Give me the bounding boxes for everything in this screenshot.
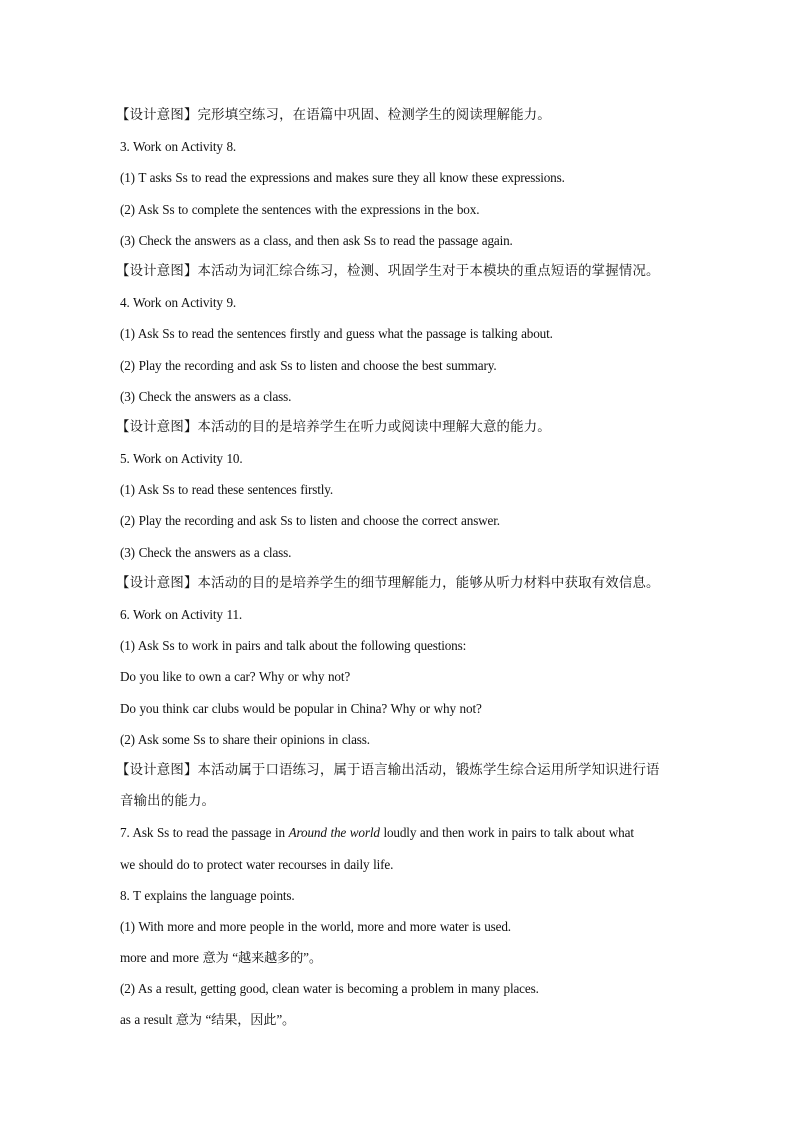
step-item: (1) Ask Ss to work in pairs and talk about the following questions:: [120, 638, 467, 654]
discussion-question: Do you think car clubs would be popular in China? Why or why not?: [120, 700, 482, 716]
design-intent-note: 【设计意图】本活动的目的是培养学生在听力或阅读中理解大意的能力。: [116, 419, 551, 435]
language-point: (1) With more and more people in the world, more and more water is used.: [120, 918, 511, 934]
step-heading-item7-continued: we should do to protect water recourses in daily life.: [120, 856, 394, 872]
step-item: (3) Check the answers as a class.: [120, 544, 292, 560]
design-intent-note: 【设计意图】本活动为词汇综合练习，检测、巩固学生对于本模块的重点短语的掌握情况。: [116, 263, 660, 279]
step-heading: 8. T explains the language points.: [120, 887, 295, 903]
step-heading: 6. Work on Activity 11.: [120, 607, 243, 622]
language-point-explanation: as a result 意为 “结果，因此”。: [120, 1012, 296, 1028]
item7-text-after: loudly and then work in pairs to talk about what: [379, 825, 634, 841]
step-item: (1) T asks Ss to read the expressions and makes sure they all know these expressions.: [120, 170, 565, 186]
passage-title: Around the world: [288, 825, 380, 841]
step-heading: 4. Work on Activity 9.: [120, 295, 237, 311]
document-page: [116, 100, 680, 1036]
design-intent-note: 【设计意图】完形填空练习，在语篇中巩固、检测学生的阅读理解能力。: [116, 108, 551, 123]
step-item: (2) Ask some Ss to share their opinions in class.: [120, 731, 370, 747]
step-item: (3) Check the answers as a class.: [120, 388, 292, 404]
step-heading-item7: [120, 817, 680, 848]
design-intent-note: 【设计意图】本活动的目的是培养学生的细节理解能力，能够从听力材料中获取有效信息。: [116, 575, 660, 591]
discussion-question: Do you like to own a car? Why or why not?: [120, 669, 351, 685]
step-item: (2) Play the recording and ask Ss to listen and choose the correct answer.: [120, 513, 500, 529]
language-point: (2) As a result, getting good, clean water is becoming a problem in many places.: [120, 981, 539, 997]
step-item: (3) Check the answers as a class, and then ask Ss to read the passage again.: [120, 232, 513, 248]
step-item: (2) Ask Ss to complete the sentences with the expressions in the box.: [120, 201, 480, 217]
step-heading: 3. Work on Activity 8.: [120, 139, 237, 155]
design-intent-note-continued: 音输出的能力。: [120, 794, 216, 810]
step-item: (1) Ask Ss to read these sentences firstly.: [120, 482, 334, 498]
design-intent-note: 【设计意图】本活动属于口语练习，属于语言输出活动，锻炼学生综合运用所学知识进行语: [116, 762, 660, 778]
language-point-explanation: more and more 意为 “越来越多的”。: [120, 950, 322, 966]
item7-text-before: 7. Ask Ss to read the passage in: [120, 825, 289, 841]
step-item: (1) Ask Ss to read the sentences firstly and guess what the passage is talking about.: [120, 326, 553, 342]
step-heading: 5. Work on Activity 10.: [120, 451, 243, 467]
step-item: (2) Play the recording and ask Ss to listen and choose the best summary.: [120, 357, 497, 373]
